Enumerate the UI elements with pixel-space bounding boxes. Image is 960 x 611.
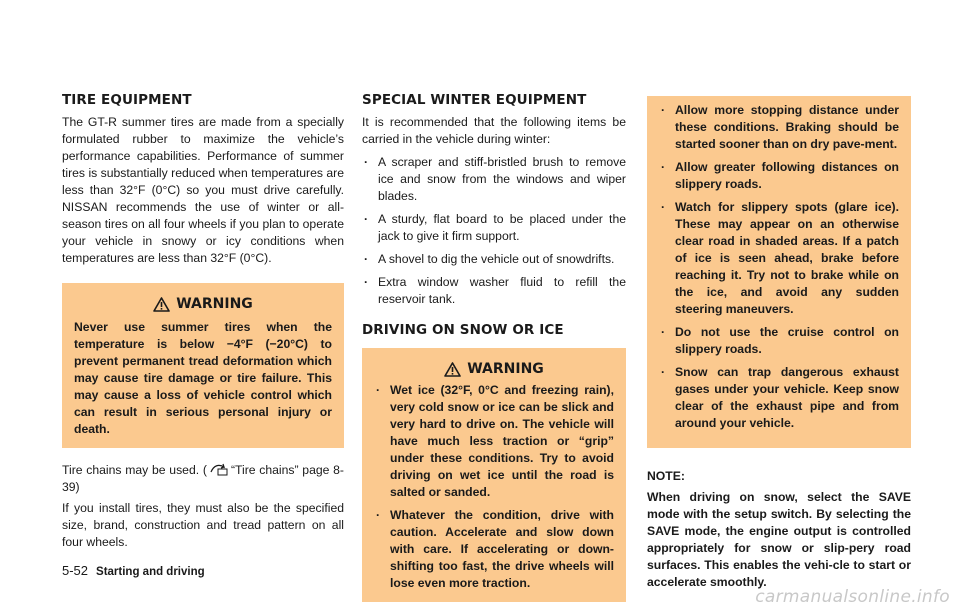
- list-item: . Extra window washer fluid to refill the reservoir tank.: [362, 274, 626, 308]
- tire-warning-text: Never use summer tires when the temperature is below −4°F (−20°C) to prevent permanent tread deformation which may cause tire damage or tire failure. This may cause a loss of vehicle control which can result in serious personal injury or death.: [74, 320, 332, 436]
- page-footer: [62, 563, 205, 578]
- install-tires-note: If you install tires, they must also be the specified size, brand, construction and tread pattern on all four wheels.: [62, 501, 344, 549]
- tire-warning-title: WARNING: [176, 296, 253, 312]
- tire-warning-box: [62, 283, 344, 448]
- warning-triangle-icon: [444, 362, 461, 377]
- tire-equipment-body: The GT-R summer tires are made from a specially formulated rubber to maximize the vehicle’s performance capabilities. Performance of summer tires is substantially reduced when temperatures are less than 32°F (0°C) so you must drive carefully. NISSAN recommends the use of winter or all-season tires on all four wheels if you plan to operate your vehicle in snowy or icy conditions when temperatures are less than 32°F (0°C).: [62, 115, 344, 265]
- driving-snow-heading: DRIVING ON SNOW OR ICE: [362, 322, 564, 338]
- snow-warning-title: WARNING: [467, 361, 544, 377]
- list-item: . Snow can trap dangerous exhaust gases under your vehicle. Keep snow clear of the exhaust pipe and from around your vehicle.: [659, 364, 899, 432]
- list-item: . Allow greater following distances on slippery roads.: [659, 159, 899, 193]
- list-item: . Watch for slippery spots (glare ice). These may appear on an otherwise clear road in shaded areas. If a patch of ice is seen ahead, brake before reaching it. Try not to brake while on the ice, and avoid any sudden steering maneuvers.: [659, 199, 899, 318]
- snow-warning-box: [362, 348, 626, 602]
- snow-warning-list-a: [374, 382, 614, 592]
- tire-chains-link[interactable]: “Tire chains” page 8-39): [62, 463, 344, 494]
- warning-triangle-icon: [153, 297, 170, 312]
- tire-chains-paragraph: [62, 462, 344, 496]
- winter-items-list: [362, 154, 626, 308]
- page-number: 5-52: [62, 563, 89, 578]
- column-right: [647, 96, 911, 591]
- column-middle: [362, 92, 626, 602]
- note-text: When driving on snow, select the SAVE mode with the setup switch. By selecting the SAVE mode, the engine output is controlled appropriately for snow or slip-pery road surfaces. This enables the vehi-cle to start or accelerate smoothly.: [647, 490, 911, 589]
- note-label: NOTE:: [647, 469, 685, 483]
- snow-warning-list-b: [659, 102, 899, 432]
- list-item: . A scraper and stiff-bristled brush to remove ice and snow from the windows and wiper blades.: [362, 154, 626, 205]
- page-reference-icon: [209, 462, 229, 476]
- tire-warning-header: [74, 283, 332, 317]
- list-item: . Do not use the cruise control on slippery roads.: [659, 324, 899, 358]
- watermark: carmanualsonline.info: [755, 587, 950, 607]
- special-winter-heading: SPECIAL WINTER EQUIPMENT: [362, 92, 587, 108]
- snow-warning-continued: [647, 96, 911, 448]
- special-winter-intro: It is recommended that the following items be carried in the vehicle during winter:: [362, 115, 626, 146]
- snow-warning-header: [374, 348, 614, 382]
- list-item: . Allow more stopping distance under these conditions. Braking should be started sooner than on dry pave-ment.: [659, 102, 899, 153]
- list-item: . Whatever the condition, drive with caution. Accelerate and slow down with care. If accelerating or down-shifting too fast, the drive wheels will lose even more traction.: [374, 507, 614, 592]
- tire-chains-prefix: Tire chains may be used. (: [62, 463, 207, 477]
- list-item: . Wet ice (32°F, 0°C and freezing rain), very cold snow or ice can be slick and very hard to drive on. The vehicle will have much less traction or “grip” under these conditions. Try to avoid driving on wet ice until the road is salted or sanded.: [374, 382, 614, 501]
- column-left: [62, 92, 344, 551]
- tire-equipment-heading: TIRE EQUIPMENT: [62, 92, 192, 108]
- section-title: Starting and driving: [96, 566, 205, 578]
- list-item: . A sturdy, flat board to be placed under the jack to give it firm support.: [362, 211, 626, 245]
- list-item: . A shovel to dig the vehicle out of snowdrifts.: [362, 251, 626, 268]
